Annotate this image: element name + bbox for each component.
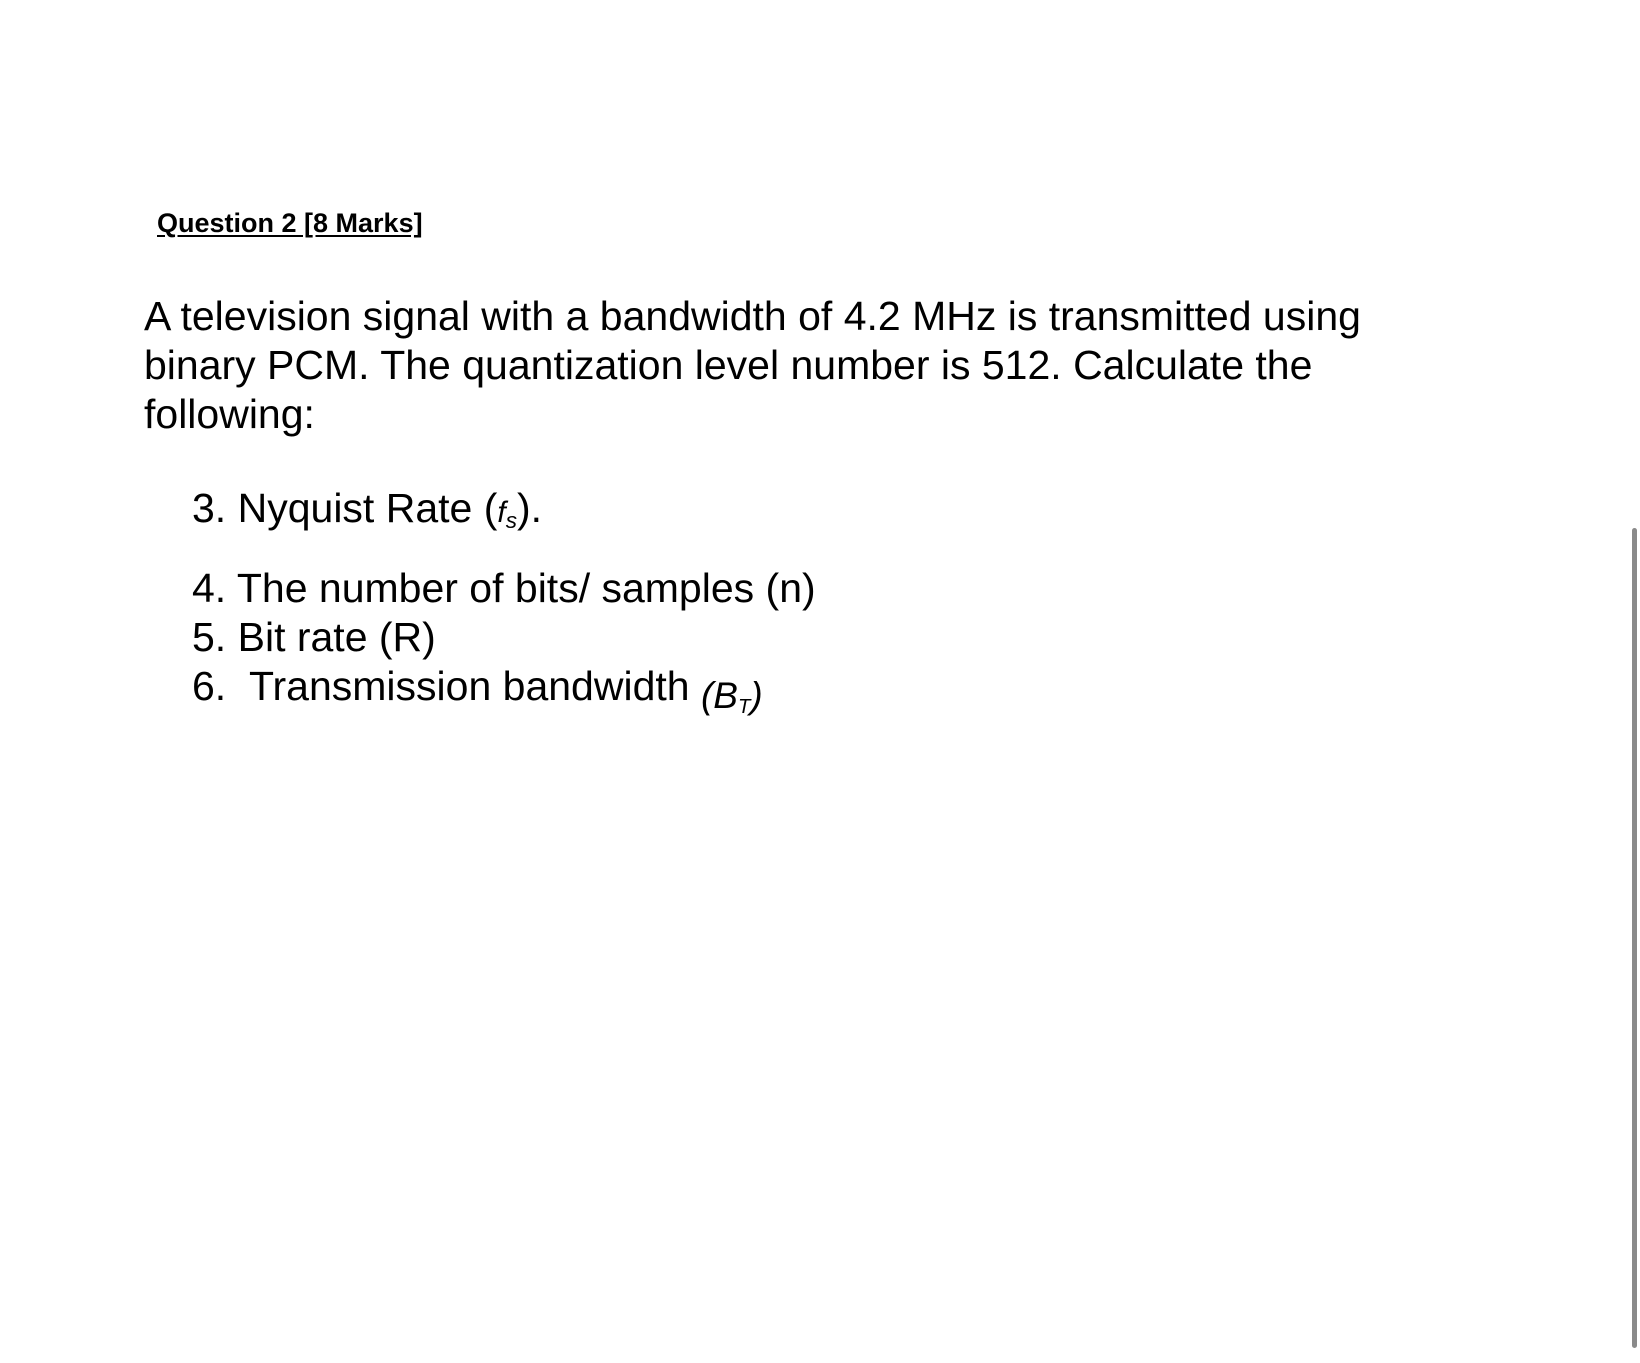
question-items-list [192,484,816,719]
symbol-close: ) [750,675,763,716]
item-number: 3. [192,485,227,531]
list-item [192,662,816,719]
item-text: Transmission bandwidth [249,663,690,709]
symbol-subscript: T [737,696,751,719]
item-number: 6. [192,663,227,709]
list-item [192,613,816,662]
nyquist-subscript: s [505,507,517,533]
item-suffix: ). [517,485,543,531]
list-item [192,484,816,539]
item-number: 4. [192,565,227,611]
symbol-open: (B [700,675,738,716]
vertical-scrollbar[interactable] [1632,528,1637,1348]
item-text: The number of bits/ samples (n) [236,565,816,611]
item-number: 5. [192,614,227,660]
question-prompt: A television signal with a bandwidth of 4.2 MHz is transmitted using binary PCM. The quantization level number is 512. Calculate the following: [144,293,1361,437]
nyquist-symbol: f [497,496,506,529]
list-item [192,564,816,613]
item-text: Bit rate (R) [237,614,436,660]
item-text: Nyquist Rate ( [237,485,498,531]
transmission-bandwidth-symbol [700,675,763,719]
question-heading: Question 2 [8 Marks] [157,208,423,238]
